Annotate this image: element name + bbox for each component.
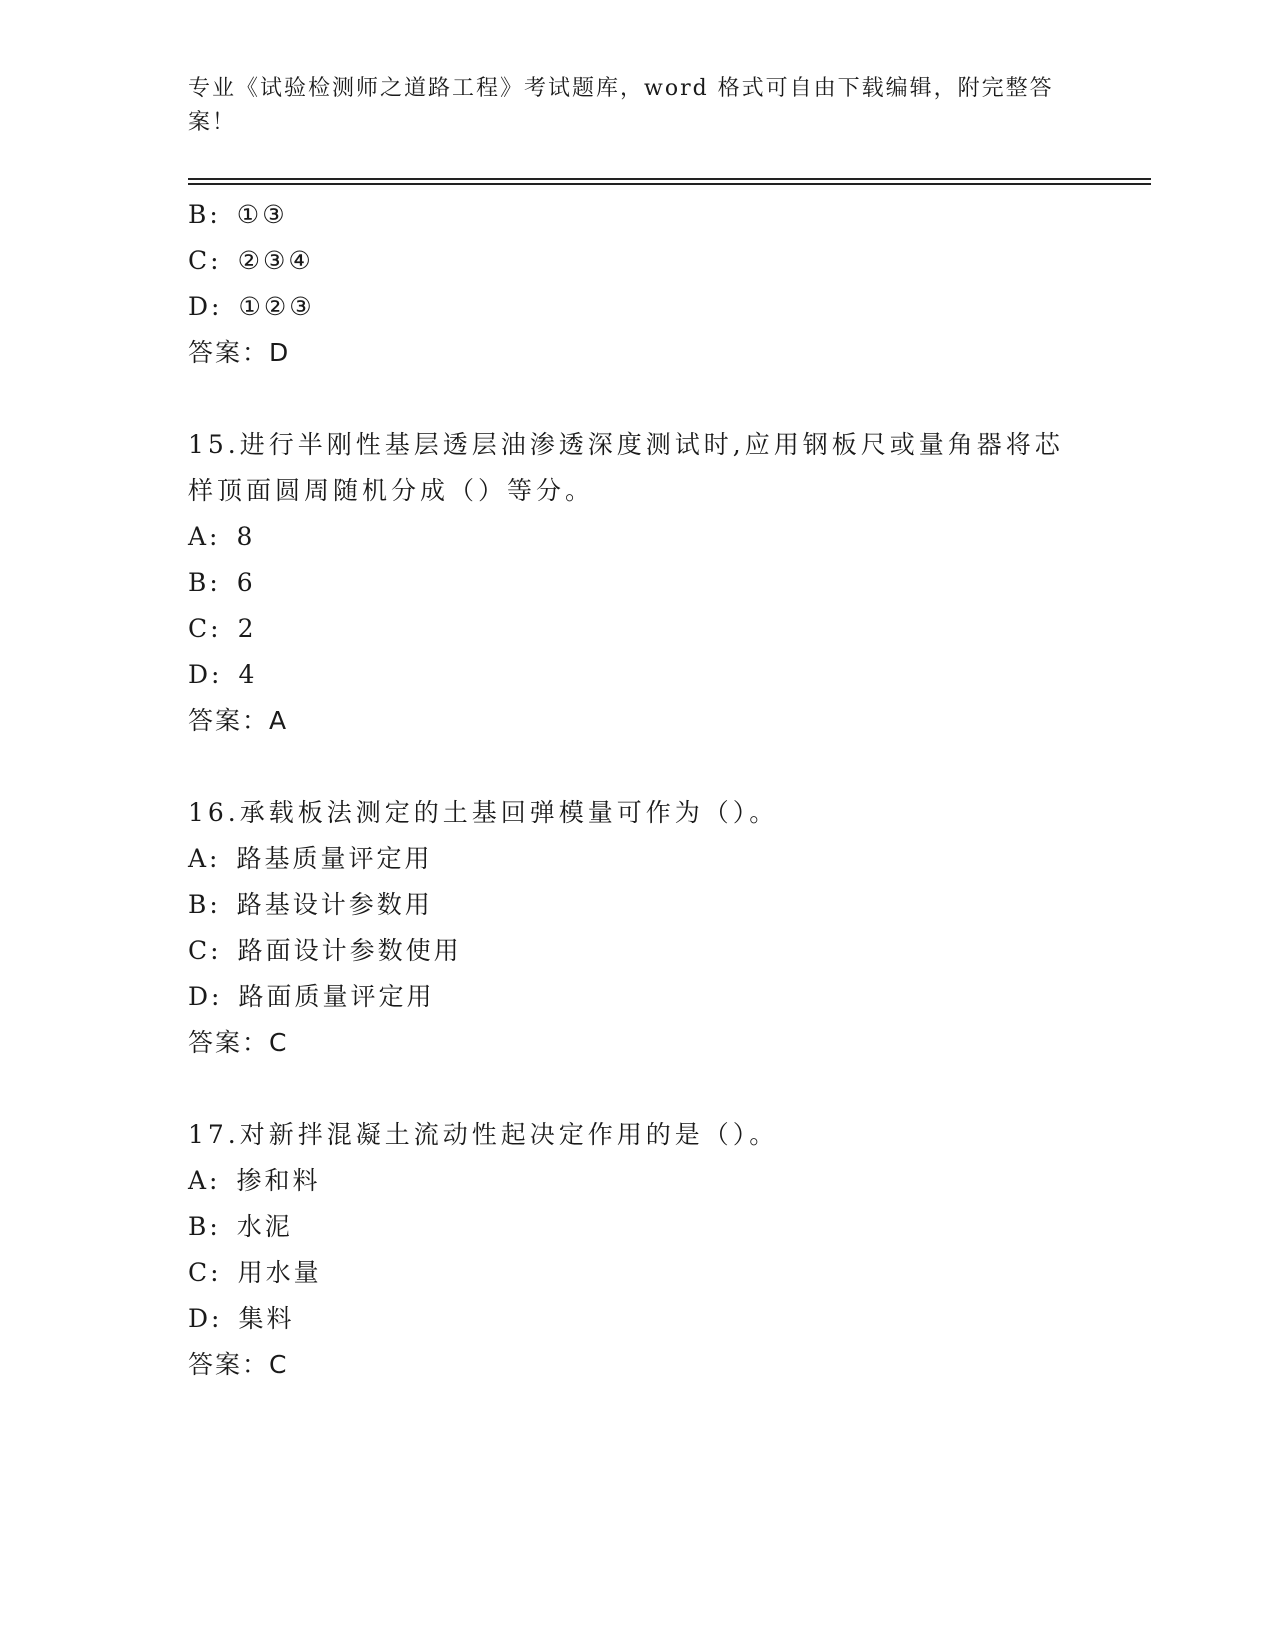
option-text: 集料 — [238, 1304, 295, 1333]
option-row — [188, 882, 1088, 928]
answer-line: 答案：A — [188, 706, 289, 735]
option-row — [188, 1204, 1088, 1250]
option-text: 掺和料 — [236, 1166, 321, 1195]
option-text: 8 — [236, 522, 256, 551]
option-text: 路基设计参数用 — [236, 890, 433, 919]
option-letter: C: — [188, 246, 222, 275]
question-15 — [188, 422, 1088, 744]
question-stem — [188, 790, 1088, 836]
option-text: 2 — [237, 614, 257, 643]
option-row — [188, 606, 1088, 652]
header-note-line-2: 案！ — [188, 110, 237, 135]
question-fragment — [188, 192, 1088, 376]
option-letter: A: — [188, 844, 221, 873]
option-row — [188, 928, 1088, 974]
header-rule-top — [188, 178, 1151, 180]
option-text: 路面质量评定用 — [238, 982, 435, 1011]
option-row — [188, 560, 1088, 606]
option-letter: D: — [188, 292, 223, 321]
option-letter: C: — [188, 614, 222, 643]
option-row — [188, 192, 1088, 238]
header-note — [188, 72, 1068, 140]
option-row — [188, 514, 1088, 560]
header-note-line-1: 专业《试验检测师之道路工程》考试题库，word 格式可自由下载编辑，附完整答 — [188, 76, 1054, 101]
header-rule-bottom — [188, 183, 1151, 185]
option-row — [188, 1158, 1088, 1204]
option-text: 4 — [238, 660, 258, 689]
question-16 — [188, 790, 1088, 1066]
answer-line: 答案：C — [188, 1028, 289, 1057]
option-letter: B: — [188, 568, 221, 597]
option-text: 6 — [236, 568, 256, 597]
option-letter: A: — [188, 1166, 221, 1195]
option-letter: B: — [188, 200, 221, 229]
question-stem — [188, 1112, 1088, 1158]
option-letter: B: — [188, 1212, 221, 1241]
question-17 — [188, 1112, 1088, 1388]
option-row — [188, 1250, 1088, 1296]
option-row — [188, 1296, 1088, 1342]
question-stem-line-1: 17.对新拌混凝土流动性起决定作用的是（）。 — [188, 1120, 779, 1149]
question-list — [188, 192, 1088, 1388]
option-row — [188, 284, 1088, 330]
option-text: ②③④ — [237, 246, 314, 275]
answer-line: 答案：D — [188, 338, 291, 367]
option-text: 水泥 — [236, 1212, 293, 1241]
option-text: ①③ — [236, 200, 288, 229]
option-letter: D: — [188, 1304, 223, 1333]
option-row — [188, 836, 1088, 882]
question-stem-line-2: 样顶面圆周随机分成（）等分。 — [188, 476, 595, 505]
option-letter: A: — [188, 522, 221, 551]
option-letter: C: — [188, 1258, 222, 1287]
option-letter: C: — [188, 936, 222, 965]
option-row — [188, 974, 1088, 1020]
option-letter: D: — [188, 660, 223, 689]
question-stem-line-1: 16.承载板法测定的土基回弹模量可作为（）。 — [188, 798, 779, 827]
question-stem — [188, 422, 1088, 514]
option-letter: D: — [188, 982, 223, 1011]
option-letter: B: — [188, 890, 221, 919]
option-text: 路面设计参数使用 — [237, 936, 462, 965]
question-stem-line-1: 15.进行半刚性基层透层油渗透深度测试时,应用钢板尺或量角器将芯 — [188, 430, 1064, 459]
option-text: ①②③ — [238, 292, 315, 321]
option-row — [188, 238, 1088, 284]
option-text: 用水量 — [237, 1258, 322, 1287]
answer-line: 答案：C — [188, 1350, 289, 1379]
option-text: 路基质量评定用 — [236, 844, 433, 873]
option-row — [188, 652, 1088, 698]
